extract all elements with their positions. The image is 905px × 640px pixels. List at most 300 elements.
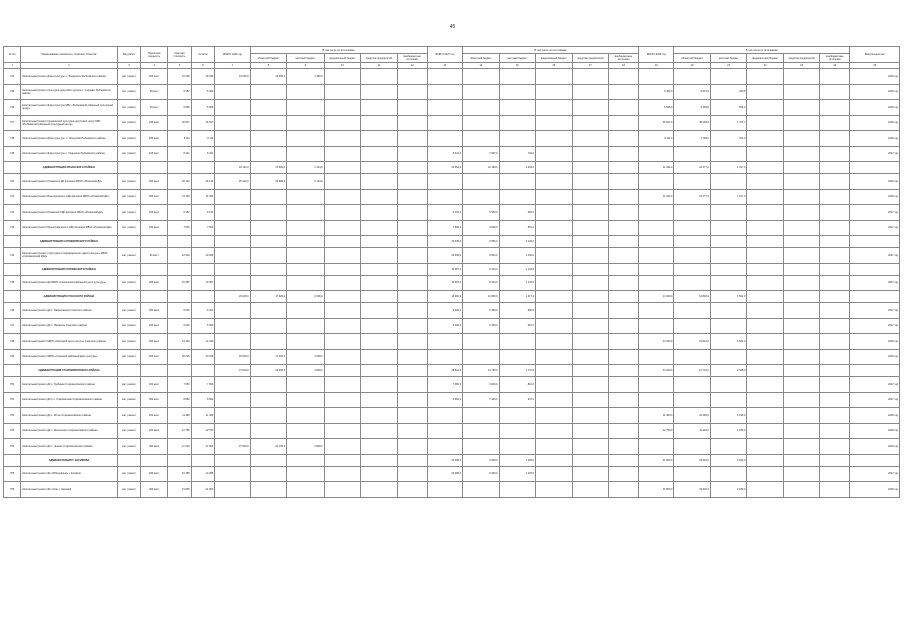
cell-empty: [820, 408, 850, 424]
cell-empty: [324, 236, 360, 248]
cell-r3: [674, 439, 710, 455]
cell-date: 2028 год: [850, 131, 900, 147]
cell-r3: [674, 275, 710, 291]
cell-type: кап. ремонт: [117, 69, 141, 85]
cell-r1: [250, 377, 286, 393]
cell-r1: 17 926,0: [250, 291, 286, 303]
cell-empty: [397, 377, 427, 393]
cell-l2: [499, 189, 535, 205]
cell-l1: [287, 377, 325, 393]
cell-t3: 5 452,0: [639, 84, 674, 100]
cell-name: Капитальный ремонт МБУК «Спасский районный Дом культуры»: [21, 349, 118, 365]
cell-empty: [361, 454, 397, 466]
cell-empty: [536, 349, 572, 365]
cell-capacity: 165 мест: [141, 205, 168, 221]
cell-r3: [674, 318, 710, 334]
cell-r2: [463, 84, 499, 100]
cell-cost: 8 441: [168, 146, 192, 162]
cell-cost: 46 547: [168, 115, 192, 131]
column-number: 9: [287, 63, 325, 69]
cell-empty: [361, 408, 397, 424]
cell-name: Капитальный ремонт Рязанской СДК филиала МБУК «Рязанский ДК»: [21, 205, 118, 221]
cell-remaining: 46 547: [191, 115, 215, 131]
cell-remaining: 10 387: [191, 275, 215, 291]
cell-r3: 11 420,0: [674, 423, 710, 439]
cell-empty: [747, 349, 783, 365]
cell-l3: [710, 466, 746, 482]
cell-empty: [820, 377, 850, 393]
cell-r2: [463, 115, 499, 131]
cell-cost: 11 480: [168, 408, 192, 424]
cell-l2: [499, 334, 535, 350]
cell-name: Капитальный ремонт ДК с. Гребнево Старожиловского района: [21, 377, 118, 393]
cell-type: кап. ремонт: [117, 318, 141, 334]
cell-capacity: [141, 162, 168, 174]
cell-no: 753: [4, 423, 21, 439]
cell-name: Капитальный ремонт Кузьминский культурно-досуговый центр МБУ «Рыбновский районный культурный центр»: [21, 115, 118, 131]
cell-empty: [820, 236, 850, 248]
cell-capacity: [141, 236, 168, 248]
cell-empty: [361, 146, 397, 162]
cell-date: [850, 162, 900, 174]
cell-l2: 1 143,0: [499, 263, 535, 275]
cell-name: Капитальный ремонт Дома культуры с. Ходынино Рыбновского района: [21, 146, 118, 162]
cell-capacity: 250 мест: [141, 189, 168, 205]
cell-l1: [287, 220, 325, 236]
cell-empty: [536, 318, 572, 334]
column-number: 12: [397, 63, 427, 69]
cell-r3: 5 369,8: [674, 100, 710, 116]
cell-empty: [324, 291, 360, 303]
cell-cost: 8 862: [168, 392, 192, 408]
header-enterprise: средства предприятий: [361, 54, 397, 63]
cell-date: 2028 год: [850, 408, 900, 424]
cell-type: кап. ремонт: [117, 174, 141, 190]
cell-name: Капитальный ремонт МБУК «Кирицкий центр досуга» Спасского района: [21, 334, 118, 350]
cell-l2: [499, 174, 535, 190]
cell-l2: [499, 131, 535, 147]
cell-type: кап. ремонт: [117, 439, 141, 455]
cell-remaining: [191, 365, 215, 377]
cell-date: [850, 365, 900, 377]
cell-empty: [608, 423, 638, 439]
cell-empty: [747, 174, 783, 190]
cell-type: кап. ремонт: [117, 377, 141, 393]
cell-empty: [608, 349, 638, 365]
cell-name: АДМИНИСТРАЦИЯ СКОПИНСКОГО РАЙОНА: [21, 263, 118, 275]
cell-r3: 21 702,0: [674, 365, 710, 377]
column-number: 16: [536, 63, 572, 69]
table-row: [4, 248, 900, 264]
cell-t2: [427, 100, 462, 116]
cell-t2: 10 946,0: [427, 248, 462, 264]
cell-empty: [572, 291, 608, 303]
cell-empty: [747, 100, 783, 116]
cell-name: Капитальный ремонт Вышетравинского СДК филиала МБУК «Рязанский ДК»: [21, 220, 118, 236]
cell-l1: [287, 454, 325, 466]
cell-t2: [427, 189, 462, 205]
cell-empty: [820, 423, 850, 439]
cell-date: 2026 год: [850, 174, 900, 190]
cell-empty: [324, 174, 360, 190]
cell-empty: [536, 291, 572, 303]
cell-empty: [361, 466, 397, 482]
table-row: [4, 174, 900, 190]
cell-remaining: 6 152: [191, 205, 215, 221]
cell-empty: [361, 100, 397, 116]
cell-empty: [747, 189, 783, 205]
cell-r2: [463, 408, 499, 424]
cell-empty: [572, 205, 608, 221]
cell-empty: [361, 439, 397, 455]
cell-date: 2027 год: [850, 392, 900, 408]
cell-t2: [427, 439, 462, 455]
cell-l2: 602,0: [499, 205, 535, 221]
cell-empty: [572, 174, 608, 190]
cell-empty: [820, 84, 850, 100]
cell-l3: [710, 349, 746, 365]
table-row: [4, 131, 900, 147]
cell-l2: 1 140,0: [499, 236, 535, 248]
cell-name: Капитальный ремонт структурного подразделения «Дом культуры» МБУК «Сапожковский КДЦ»: [21, 248, 118, 264]
cell-cost: 8 111: [168, 131, 192, 147]
cell-name: Капитальный ремонт Рязанского ДК филиала МБУК «Рязанский ДК»: [21, 174, 118, 190]
cell-t2: 16 512,0: [427, 365, 462, 377]
table-row: [4, 482, 900, 498]
cell-empty: [820, 454, 850, 466]
cell-r1: 14 555,0: [250, 69, 286, 85]
table-row: [4, 423, 900, 439]
table-row: [4, 189, 900, 205]
table-row: [4, 392, 900, 408]
cell-r2: 9 806,0: [463, 248, 499, 264]
cell-empty: [361, 334, 397, 350]
cell-t1: [215, 275, 250, 291]
cell-r3: [674, 303, 710, 319]
header-local: местный бюджет: [499, 54, 535, 63]
cell-empty: [397, 439, 427, 455]
cell-r2: 9 244,0: [463, 275, 499, 291]
cell-r1: [250, 275, 286, 291]
cell-empty: [608, 236, 638, 248]
cell-l1: 2 848,0: [287, 365, 325, 377]
cell-capacity: 300 мест: [141, 174, 168, 190]
cell-empty: [397, 392, 427, 408]
cell-name: Капитальный ремонт ДК с. Ижевское Спасского района: [21, 318, 118, 334]
cell-l3: [710, 220, 746, 236]
cell-empty: [397, 100, 427, 116]
cell-type: [117, 236, 141, 248]
cell-t2: 6 152,0: [427, 205, 462, 221]
cell-empty: [536, 334, 572, 350]
cell-empty: [324, 100, 360, 116]
cell-t1: 27 003,0: [215, 439, 250, 455]
column-number: 15: [499, 63, 535, 69]
column-number: 17: [572, 63, 608, 69]
cell-empty: [324, 146, 360, 162]
cell-empty: [572, 466, 608, 482]
cell-r2: [463, 174, 499, 190]
cell-r1: [250, 220, 286, 236]
cell-r2: 5 550,0: [463, 205, 499, 221]
cell-empty: [747, 377, 783, 393]
cell-empty: [783, 439, 819, 455]
cell-empty: [747, 392, 783, 408]
cell-t1: [215, 454, 250, 466]
cell-empty: [324, 349, 360, 365]
cell-empty: [820, 334, 850, 350]
cell-r3: [674, 205, 710, 221]
cell-capacity: [141, 291, 168, 303]
cell-remaining: [191, 162, 215, 174]
column-number: 2: [21, 63, 118, 69]
cell-name: Капитальный ремонт ДК с. Гавриловское Спасского района: [21, 303, 118, 319]
cell-l1: [287, 146, 325, 162]
cell-empty: [747, 236, 783, 248]
cell-l2: 667,0: [499, 318, 535, 334]
cell-l3: 312,0: [710, 131, 746, 147]
cell-l3: 2 180,0: [710, 482, 746, 498]
cell-remaining: 8 441: [191, 146, 215, 162]
cell-empty: [397, 115, 427, 131]
cell-t1: [215, 263, 250, 275]
cell-name: АДМИНИСТРАЦИЯ РЯЗАНСКОГО РАЙОНА: [21, 162, 118, 174]
cell-empty: [747, 303, 783, 319]
cell-remaining: 12 750: [191, 423, 215, 439]
cell-empty: [747, 84, 783, 100]
cell-date: 2027 год: [850, 205, 900, 221]
cell-r3: [674, 220, 710, 236]
cell-cost: 21 800: [168, 482, 192, 498]
cell-empty: [820, 291, 850, 303]
cell-l2: 1 140,0: [499, 248, 535, 264]
cell-empty: [608, 131, 638, 147]
cell-empty: [747, 454, 783, 466]
cell-t3: 24 230,0: [639, 365, 674, 377]
cell-type: кап. ремонт: [117, 275, 141, 291]
cell-r1: [250, 392, 286, 408]
cell-l2: [499, 408, 535, 424]
column-number: 14: [463, 63, 499, 69]
cell-empty: [536, 205, 572, 221]
cell-l3: 1 017,0: [710, 189, 746, 205]
cell-date: 2028 год: [850, 334, 900, 350]
cell-date: [850, 291, 900, 303]
cell-empty: [572, 334, 608, 350]
cell-empty: [608, 318, 638, 334]
cell-t3: 14 340,0: [639, 291, 674, 303]
cell-capacity: 200 мест: [141, 275, 168, 291]
header-regional: областной бюджет: [463, 54, 499, 63]
cell-name: АДМИНИСТРАЦИЯ СПАССКОГО РАЙОНА: [21, 291, 118, 303]
cell-empty: [572, 303, 608, 319]
cell-r1: [250, 423, 286, 439]
header-remaining: Остаток: [191, 47, 215, 63]
header-regional: областной бюджет: [250, 54, 286, 63]
cell-l3: 1 330,0: [710, 423, 746, 439]
cell-empty: [747, 334, 783, 350]
cell-capacity: 60 мест: [141, 84, 168, 100]
cell-empty: [536, 454, 572, 466]
cell-l2: [499, 423, 535, 439]
cell-r3: 7 799,0: [674, 131, 710, 147]
cell-empty: [820, 162, 850, 174]
cell-empty: [397, 275, 427, 291]
cell-r2: [463, 334, 499, 350]
cell-r1: [250, 205, 286, 221]
column-number: 20: [674, 63, 710, 69]
cell-t1: 20 025,0: [215, 349, 250, 365]
cell-empty: [397, 248, 427, 264]
cell-empty: [608, 454, 638, 466]
cell-cost: 10 485: [168, 466, 192, 482]
header-offbudget: внебюджетные источники: [397, 54, 427, 63]
cell-t1: 16 035,0: [215, 69, 250, 85]
cell-t2: 10 485,0: [427, 466, 462, 482]
cell-capacity: 240 мест: [141, 115, 168, 131]
cell-empty: [572, 131, 608, 147]
cell-empty: [608, 174, 638, 190]
cell-t1: 27 003,0: [215, 365, 250, 377]
cell-empty: [572, 189, 608, 205]
cell-no: 750: [4, 377, 21, 393]
cell-t3: 14 340,0: [639, 334, 674, 350]
cell-remaining: 6 000: [191, 303, 215, 319]
cell-remaining: [191, 454, 215, 466]
cell-empty: [324, 334, 360, 350]
cell-capacity: 300 мест: [141, 482, 168, 498]
cell-t1: [215, 205, 250, 221]
cell-l2: 1 453,0: [499, 162, 535, 174]
cell-t3: 21 800,0: [639, 454, 674, 466]
cell-r1: [250, 263, 286, 275]
cell-r3: 45 069,3: [674, 115, 710, 131]
cell-empty: [572, 377, 608, 393]
cell-t1: 40 142,0: [215, 162, 250, 174]
cell-r1: [250, 100, 286, 116]
cell-no: 746: [4, 303, 21, 319]
cell-l2: 1 317,0: [499, 291, 535, 303]
cell-empty: [397, 365, 427, 377]
cell-cost: 6 152: [168, 205, 192, 221]
cell-t3: 21 800,0: [639, 482, 674, 498]
cell-empty: [324, 115, 360, 131]
cell-empty: [747, 318, 783, 334]
cell-remaining: [191, 291, 215, 303]
cell-empty: [783, 84, 819, 100]
cell-empty: [397, 349, 427, 365]
cell-r1: [250, 248, 286, 264]
cell-empty: [783, 318, 819, 334]
cell-date: 2027 год: [850, 303, 900, 319]
column-number: 11: [361, 63, 397, 69]
cell-remaining: 7 500: [191, 220, 215, 236]
section-row: [4, 162, 900, 174]
cell-empty: [820, 100, 850, 116]
cell-t1: [215, 220, 250, 236]
cell-l1: [287, 248, 325, 264]
cell-remaining: [191, 236, 215, 248]
cell-t1: [215, 146, 250, 162]
cell-empty: [572, 263, 608, 275]
cell-capacity: 200 мест: [141, 408, 168, 424]
cell-r3: [674, 248, 710, 264]
cell-empty: [397, 454, 427, 466]
cell-l2: 1 143,0: [499, 275, 535, 291]
cell-empty: [608, 466, 638, 482]
cell-l1: [287, 482, 325, 498]
cell-empty: [397, 291, 427, 303]
cell-r3: [674, 146, 710, 162]
cell-name: Капитальный ремонт Дома культуры, с. Пощупово Рыбновского района: [21, 131, 118, 147]
cell-type: кап. ремонт: [117, 205, 141, 221]
cell-l3: [710, 146, 746, 162]
cell-r3: [674, 377, 710, 393]
cell-cost: [168, 236, 192, 248]
cell-empty: [608, 205, 638, 221]
cell-date: 2028 год: [850, 423, 900, 439]
cell-l1: [287, 466, 325, 482]
cell-type: кап. ремонт: [117, 220, 141, 236]
cell-empty: [324, 220, 360, 236]
cell-date: [850, 263, 900, 275]
cell-type: кап. ремонт: [117, 84, 141, 100]
section-row: [4, 263, 900, 275]
cell-type: [117, 263, 141, 275]
header-type: Вид работ: [117, 47, 141, 63]
cell-empty: [783, 205, 819, 221]
cell-l2: 1 225,0: [499, 454, 535, 466]
cell-l3: 2 528,0: [710, 365, 746, 377]
cell-remaining: 27 003: [191, 439, 215, 455]
cell-empty: [324, 365, 360, 377]
cell-date: 2026 год: [850, 349, 900, 365]
cell-empty: [608, 377, 638, 393]
cell-no: 755: [4, 466, 21, 482]
cell-t3: 11 480,0: [639, 408, 674, 424]
cell-remaining: 5 452: [191, 84, 215, 100]
cell-no: [4, 263, 21, 275]
header-total-2028: ВСЕГО 2028 год: [639, 47, 674, 63]
cell-empty: [608, 439, 638, 455]
cell-no: 736: [4, 100, 21, 116]
cell-remaining: 11 394: [191, 189, 215, 205]
cell-name: Капитальный ремонт ДК с. Истье Старожиловского района: [21, 408, 118, 424]
cell-remaining: 11 480: [191, 408, 215, 424]
cell-name: Капитальный ремонт ДК с. Мелекшино Старожиловского района: [21, 423, 118, 439]
cell-empty: [397, 131, 427, 147]
cell-r1: [250, 84, 286, 100]
cell-empty: [536, 423, 572, 439]
header-federal: федеральный бюджет: [324, 54, 360, 63]
cell-t2: 10 387,0: [427, 275, 462, 291]
cell-t3: [639, 392, 674, 408]
cell-empty: [397, 162, 427, 174]
column-number: 5: [168, 63, 192, 69]
cell-r1: 22 999,0: [250, 174, 286, 190]
cell-empty: [783, 162, 819, 174]
cell-type: кап. ремонт: [117, 131, 141, 147]
cell-empty: [783, 146, 819, 162]
header-name: Наименование показателя, отраслей, объектов: [21, 47, 118, 63]
cell-empty: [783, 334, 819, 350]
cell-empty: [608, 408, 638, 424]
table-row: [4, 205, 900, 221]
cell-empty: [361, 275, 397, 291]
header-enterprise: средства предприятий: [783, 54, 819, 63]
cell-empty: [820, 392, 850, 408]
cell-empty: [361, 236, 397, 248]
